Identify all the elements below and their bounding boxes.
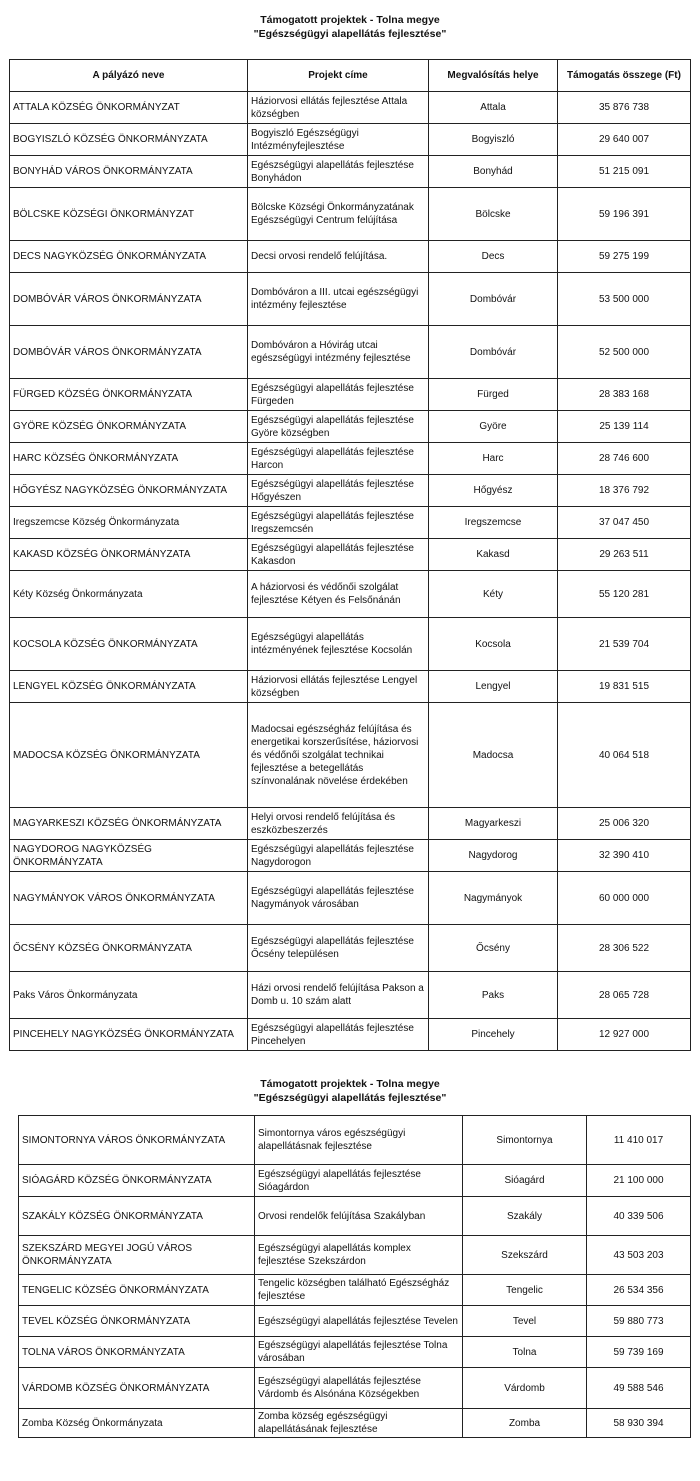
applicant-cell: FÜRGED KÖZSÉG ÖNKORMÁNYZATA — [10, 379, 248, 411]
amount-cell: 52 500 000 — [558, 326, 691, 379]
project-title-cell: Egészségügyi alapellátás fejlesztése Harcon — [248, 443, 429, 475]
amount-cell: 29 640 007 — [558, 124, 691, 156]
project-title-cell: Bogyiszló Egészségügyi Intézményfejlesztése — [248, 124, 429, 156]
table-row — [10, 703, 691, 808]
project-title-cell: A háziorvosi és védőnői szolgálat fejlesztése Kétyen és Felsőnánán — [248, 571, 429, 618]
amount-cell: 55 120 281 — [558, 571, 691, 618]
table-row — [10, 443, 691, 475]
location-cell: Madocsa — [429, 703, 558, 808]
applicant-cell: ATTALA KÖZSÉG ÖNKORMÁNYZAT — [10, 92, 248, 124]
amount-cell: 58 930 394 — [587, 1409, 691, 1438]
amount-cell: 28 383 168 — [558, 379, 691, 411]
project-title-cell: Háziorvosi ellátás fejlesztése Lengyel községben — [248, 671, 429, 703]
header-amount: Támogatás összege (Ft) — [558, 60, 691, 92]
project-title-cell: Decsi orvosi rendelő felújítása. — [248, 241, 429, 273]
table-row — [10, 507, 691, 539]
table-body-page1 — [10, 92, 691, 1051]
project-title-cell: Egészségügyi alapellátás fejlesztése Tolna városában — [255, 1337, 463, 1368]
project-title-cell: Bölcske Községi Önkormányzatának Egészségügyi Centrum felújítása — [248, 188, 429, 241]
location-cell: Sióagárd — [463, 1165, 587, 1197]
applicant-cell: BOGYISZLÓ KÖZSÉG ÖNKORMÁNYZATA — [10, 124, 248, 156]
location-cell: Szekszárd — [463, 1236, 587, 1275]
applicant-cell: SZEKSZÁRD MEGYEI JOGÚ VÁROS ÖNKORMÁNYZATA — [19, 1236, 255, 1275]
amount-cell: 35 876 738 — [558, 92, 691, 124]
location-cell: Iregszemcse — [429, 507, 558, 539]
projects-table-page2 — [18, 1115, 691, 1438]
location-cell: Dombóvár — [429, 273, 558, 326]
project-title-cell: Madocsai egészségház felújítása és energetikai korszerűsítése, háziorvosi és védőnői szolgálat technikai fejlesztése a betegellátás színvonalának növelése érdekében — [248, 703, 429, 808]
amount-cell: 51 215 091 — [558, 156, 691, 188]
applicant-cell: VÁRDOMB KÖZSÉG ÖNKORMÁNYZATA — [19, 1368, 255, 1409]
location-cell: Nagydorog — [429, 840, 558, 872]
project-title-cell: Orvosi rendelők felújítása Szakályban — [255, 1197, 463, 1236]
applicant-cell: BONYHÁD VÁROS ÖNKORMÁNYZATA — [10, 156, 248, 188]
applicant-cell: MAGYARKESZI KÖZSÉG ÖNKORMÁNYZATA — [10, 808, 248, 840]
project-title-cell: Egészségügyi alapellátás fejlesztése Kakasdon — [248, 539, 429, 571]
amount-cell: 59 739 169 — [587, 1337, 691, 1368]
table-row — [10, 840, 691, 872]
amount-cell: 21 539 704 — [558, 618, 691, 671]
location-cell: Harc — [429, 443, 558, 475]
project-title-cell: Egészségügyi alapellátás fejlesztése Sióagárdon — [255, 1165, 463, 1197]
amount-cell: 25 139 114 — [558, 411, 691, 443]
applicant-cell: MADOCSA KÖZSÉG ÖNKORMÁNYZATA — [10, 703, 248, 808]
table-row — [10, 808, 691, 840]
project-title-cell: Egészségügyi alapellátás intézményének fejlesztése Kocsolán — [248, 618, 429, 671]
applicant-cell: Paks Város Önkormányzata — [10, 972, 248, 1019]
table-row — [10, 571, 691, 618]
project-title-cell: Zomba község egészségügyi alapellátásának fejlesztése — [255, 1409, 463, 1438]
amount-cell: 26 534 356 — [587, 1275, 691, 1306]
amount-cell: 12 927 000 — [558, 1019, 691, 1051]
project-title-cell: Dombóváron a Hóvirág utcai egészségügyi intézmény fejlesztése — [248, 326, 429, 379]
table-row — [19, 1306, 691, 1337]
location-cell: Pincehely — [429, 1019, 558, 1051]
amount-cell: 11 410 017 — [587, 1116, 691, 1165]
location-cell: Paks — [429, 972, 558, 1019]
applicant-cell: SIMONTORNYA VÁROS ÖNKORMÁNYZATA — [19, 1116, 255, 1165]
applicant-cell: DOMBÓVÁR VÁROS ÖNKORMÁNYZATA — [10, 326, 248, 379]
project-title-cell: Helyi orvosi rendelő felújítása és eszközbeszerzés — [248, 808, 429, 840]
table-row — [10, 1019, 691, 1051]
location-cell: Bogyiszló — [429, 124, 558, 156]
table-row — [10, 872, 691, 925]
project-title-cell: Egészségügyi alapellátás fejlesztése Fürgeden — [248, 379, 429, 411]
location-cell: Dombóvár — [429, 326, 558, 379]
page1-title-line1: Támogatott projektek - Tolna megye — [260, 14, 440, 26]
table-row — [10, 972, 691, 1019]
applicant-cell: GYÖRE KÖZSÉG ÖNKORMÁNYZATA — [10, 411, 248, 443]
applicant-cell: LENGYEL KÖZSÉG ÖNKORMÁNYZATA — [10, 671, 248, 703]
table-row — [19, 1116, 691, 1165]
table-row — [10, 241, 691, 273]
header-location: Megvalósítás helye — [429, 60, 558, 92]
project-title-cell: Egészségügyi alapellátás fejlesztése Tevelen — [255, 1306, 463, 1337]
location-cell: Nagymányok — [429, 872, 558, 925]
applicant-cell: TENGELIC KÖZSÉG ÖNKORMÁNYZATA — [19, 1275, 255, 1306]
location-cell: Kocsola — [429, 618, 558, 671]
location-cell: Szakály — [463, 1197, 587, 1236]
project-title-cell: Egészségügyi alapellátás fejlesztése Várdomb és Alsónána Községekben — [255, 1368, 463, 1409]
project-title-cell: Háziorvosi ellátás fejlesztése Attala községben — [248, 92, 429, 124]
applicant-cell: TOLNA VÁROS ÖNKORMÁNYZATA — [19, 1337, 255, 1368]
amount-cell: 28 065 728 — [558, 972, 691, 1019]
applicant-cell: Iregszemcse Község Önkormányzata — [10, 507, 248, 539]
header-applicant: A pályázó neve — [10, 60, 248, 92]
table-row — [10, 188, 691, 241]
amount-cell: 29 263 511 — [558, 539, 691, 571]
applicant-cell: ŐCSÉNY KÖZSÉG ÖNKORMÁNYZATA — [10, 925, 248, 972]
location-cell: Várdomb — [463, 1368, 587, 1409]
amount-cell: 28 306 522 — [558, 925, 691, 972]
amount-cell: 43 503 203 — [587, 1236, 691, 1275]
amount-cell: 18 376 792 — [558, 475, 691, 507]
amount-cell: 21 100 000 — [587, 1165, 691, 1197]
location-cell: Lengyel — [429, 671, 558, 703]
project-title-cell: Simontornya város egészségügyi alapellátásnak fejlesztése — [255, 1116, 463, 1165]
applicant-cell: DOMBÓVÁR VÁROS ÖNKORMÁNYZATA — [10, 273, 248, 326]
location-cell: Simontornya — [463, 1116, 587, 1165]
project-title-cell: Dombóváron a III. utcai egészségügyi intézmény fejlesztése — [248, 273, 429, 326]
location-cell: Hőgyész — [429, 475, 558, 507]
project-title-cell: Egészségügyi alapellátás fejlesztése Bonyhádon — [248, 156, 429, 188]
table-body-page2 — [19, 1116, 691, 1438]
applicant-cell: HARC KÖZSÉG ÖNKORMÁNYZATA — [10, 443, 248, 475]
table-row — [10, 475, 691, 507]
amount-cell: 19 831 515 — [558, 671, 691, 703]
table-row — [10, 124, 691, 156]
table-row — [19, 1368, 691, 1409]
location-cell: Bölcske — [429, 188, 558, 241]
header-project: Projekt címe — [248, 60, 429, 92]
location-cell: Bonyhád — [429, 156, 558, 188]
amount-cell: 60 000 000 — [558, 872, 691, 925]
project-title-cell: Egészségügyi alapellátás komplex fejlesztése Szekszárdon — [255, 1236, 463, 1275]
applicant-cell: PINCEHELY NAGYKÖZSÉG ÖNKORMÁNYZATA — [10, 1019, 248, 1051]
location-cell: Tolna — [463, 1337, 587, 1368]
page1-title-line2: "Egészségügyi alapellátás fejlesztése" — [253, 28, 447, 40]
table-row — [19, 1236, 691, 1275]
applicant-cell: SZAKÁLY KÖZSÉG ÖNKORMÁNYZATA — [19, 1197, 255, 1236]
applicant-cell: BÖLCSKE KÖZSÉGI ÖNKORMÁNYZAT — [10, 188, 248, 241]
projects-table-page1 — [9, 59, 691, 1051]
applicant-cell: Kéty Község Önkormányzata — [10, 571, 248, 618]
applicant-cell: NAGYMÁNYOK VÁROS ÖNKORMÁNYZATA — [10, 872, 248, 925]
applicant-cell: TEVEL KÖZSÉG ÖNKORMÁNYZATA — [19, 1306, 255, 1337]
location-cell: Tevel — [463, 1306, 587, 1337]
project-title-cell: Egészségügyi alapellátás fejlesztése Iregszemcsén — [248, 507, 429, 539]
applicant-cell: NAGYDOROG NAGYKÖZSÉG ÖNKORMÁNYZATA — [10, 840, 248, 872]
table-row — [19, 1165, 691, 1197]
location-cell: Zomba — [463, 1409, 587, 1438]
location-cell: Fürged — [429, 379, 558, 411]
page1-title — [0, 13, 700, 41]
project-title-cell: Egészségügyi alapellátás fejlesztése Hőgyészen — [248, 475, 429, 507]
applicant-cell: HŐGYÉSZ NAGYKÖZSÉG ÖNKORMÁNYZATA — [10, 475, 248, 507]
amount-cell: 49 588 546 — [587, 1368, 691, 1409]
table-row — [10, 92, 691, 124]
amount-cell: 40 064 518 — [558, 703, 691, 808]
table-row — [10, 411, 691, 443]
page2-title-line1: Támogatott projektek - Tolna megye — [260, 1078, 440, 1090]
amount-cell: 59 880 773 — [587, 1306, 691, 1337]
location-cell: Kakasd — [429, 539, 558, 571]
table-row — [10, 156, 691, 188]
project-title-cell: Egészségügyi alapellátás fejlesztése Őcsény településen — [248, 925, 429, 972]
location-cell: Magyarkeszi — [429, 808, 558, 840]
amount-cell: 53 500 000 — [558, 273, 691, 326]
location-cell: Kéty — [429, 571, 558, 618]
table-row — [10, 925, 691, 972]
table-row — [10, 379, 691, 411]
amount-cell: 28 746 600 — [558, 443, 691, 475]
page2-title — [0, 1077, 700, 1105]
applicant-cell: SIÓAGÁRD KÖZSÉG ÖNKORMÁNYZATA — [19, 1165, 255, 1197]
applicant-cell: KOCSOLA KÖZSÉG ÖNKORMÁNYZATA — [10, 618, 248, 671]
table-row — [19, 1275, 691, 1306]
project-title-cell: Egészségügyi alapellátás fejlesztése Nagymányok városában — [248, 872, 429, 925]
project-title-cell: Egészségügyi alapellátás fejlesztése Pincehelyen — [248, 1019, 429, 1051]
project-title-cell: Házi orvosi rendelő felújítása Pakson a Domb u. 10 szám alatt — [248, 972, 429, 1019]
table-row — [19, 1197, 691, 1236]
applicant-cell: KAKASD KÖZSÉG ÖNKORMÁNYZATA — [10, 539, 248, 571]
amount-cell: 25 006 320 — [558, 808, 691, 840]
table-row — [10, 539, 691, 571]
amount-cell: 40 339 506 — [587, 1197, 691, 1236]
amount-cell: 32 390 410 — [558, 840, 691, 872]
project-title-cell: Egészségügyi alapellátás fejlesztése Nagydorogon — [248, 840, 429, 872]
table-row — [19, 1409, 691, 1438]
location-cell: Decs — [429, 241, 558, 273]
location-cell: Őcsény — [429, 925, 558, 972]
amount-cell: 59 275 199 — [558, 241, 691, 273]
project-title-cell: Egészségügyi alapellátás fejlesztése Györe községben — [248, 411, 429, 443]
location-cell: Tengelic — [463, 1275, 587, 1306]
amount-cell: 59 196 391 — [558, 188, 691, 241]
project-title-cell: Tengelic községben található Egészségház fejlesztése — [255, 1275, 463, 1306]
applicant-cell: Zomba Község Önkormányzata — [19, 1409, 255, 1438]
location-cell: Györe — [429, 411, 558, 443]
page2-title-line2: "Egészségügyi alapellátás fejlesztése" — [253, 1092, 447, 1104]
table-header-row — [10, 60, 691, 92]
table-row — [10, 273, 691, 326]
location-cell: Attala — [429, 92, 558, 124]
amount-cell: 37 047 450 — [558, 507, 691, 539]
table-row — [10, 618, 691, 671]
table-row — [10, 671, 691, 703]
table-row — [19, 1337, 691, 1368]
table-row — [10, 326, 691, 379]
applicant-cell: DECS NAGYKÖZSÉG ÖNKORMÁNYZATA — [10, 241, 248, 273]
